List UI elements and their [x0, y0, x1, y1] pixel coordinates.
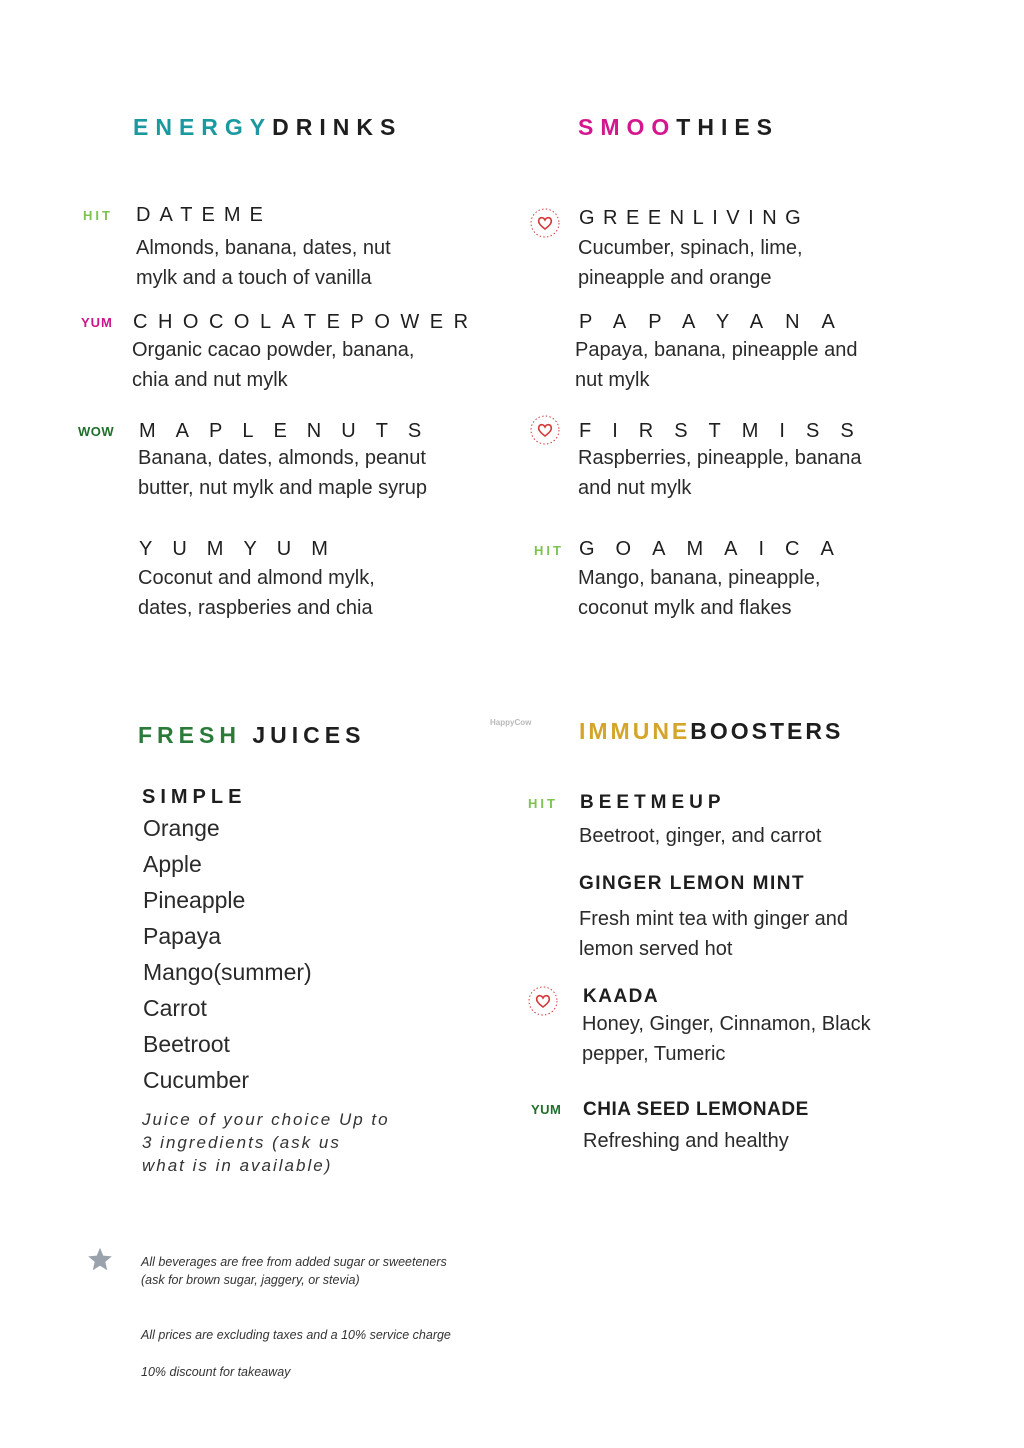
footer-line: (ask for brown sugar, jaggery, or stevia)	[141, 1273, 360, 1287]
drink-name-firstmiss: FIRSTMISS	[579, 420, 875, 442]
prices-note: All prices are excluding taxes and a 10% service charge	[141, 1328, 451, 1342]
drink-name-greenliving: GREENLIVING	[579, 207, 810, 229]
desc-line: pineapple and orange	[578, 267, 772, 289]
energy-title-part-b: DRINKS	[272, 114, 403, 140]
drink-name-goamaica: GOAMAICA	[579, 538, 855, 560]
wow-tag: WOW	[78, 424, 115, 439]
desc-line: Organic cacao powder, banana,	[132, 339, 415, 361]
drink-name-chocolatepower: CHOCOLATEPOWER	[133, 311, 479, 333]
desc-line: Cucumber, spinach, lime,	[578, 237, 803, 259]
list-item: Papaya	[143, 923, 222, 949]
desc-line: Fresh mint tea with ginger and	[579, 908, 849, 930]
desc-line: lemon served hot	[579, 938, 733, 960]
drink-description	[583, 1126, 789, 1156]
desc-line: pepper, Tumeric	[582, 1043, 726, 1065]
drink-description	[582, 1009, 871, 1069]
drink-description	[579, 821, 821, 851]
juices-subtitle: SIMPLE	[142, 786, 247, 808]
list-item: Mango(summer)	[143, 959, 312, 985]
desc-line: Banana, dates, almonds, peanut	[138, 447, 426, 469]
list-item: Pineapple	[143, 887, 246, 913]
energy-drinks-title	[133, 114, 402, 141]
juices-title-part-a: FRESH	[138, 722, 241, 748]
drink-description	[138, 443, 427, 503]
discount-note: 10% discount for takeaway	[141, 1365, 291, 1379]
desc-line: Coconut and almond mylk,	[138, 567, 375, 589]
desc-line: Refreshing and healthy	[583, 1130, 789, 1152]
heart-icon	[529, 414, 561, 446]
hit-tag: HIT	[534, 543, 564, 558]
drink-name-ginger-lemon-mint: GINGER LEMON MINT	[579, 873, 806, 894]
juices-title-part-b: JUICES	[252, 722, 366, 748]
note-line: Juice of your choice Up to	[142, 1110, 390, 1129]
juice-list	[143, 810, 312, 1098]
desc-line: Almonds, banana, dates, nut	[136, 237, 391, 259]
drink-name-chia-seed-lemonade: CHIA SEED LEMONADE	[583, 1099, 809, 1120]
desc-line: Honey, Ginger, Cinnamon, Black	[582, 1013, 871, 1035]
immune-title-part-a: IMMUNE	[579, 718, 691, 744]
immune-title-part-b: BOOSTERS	[690, 718, 844, 744]
list-item: Orange	[143, 815, 220, 841]
desc-line: nut mylk	[575, 369, 650, 391]
drink-name-yumyum: YUMYUM	[139, 538, 348, 560]
watermark: HappyCow	[490, 718, 532, 727]
drink-description	[578, 233, 803, 293]
drink-description	[579, 904, 848, 964]
drink-name-beetmeup: BEETMEUP	[580, 792, 726, 813]
drink-description	[575, 335, 857, 395]
footer-line: All beverages are free from added sugar or sweeteners	[141, 1255, 447, 1269]
desc-line: Raspberries, pineapple, banana	[578, 447, 862, 469]
desc-line: Papaya, banana, pineapple and	[575, 339, 858, 361]
smoothies-title-part-a: SMOO	[578, 114, 677, 140]
desc-line: chia and nut mylk	[132, 369, 288, 391]
smoothies-title	[578, 114, 779, 141]
drink-description	[578, 563, 820, 623]
desc-line: and nut mylk	[578, 477, 692, 499]
drink-description	[138, 563, 375, 623]
desc-line: butter, nut mylk and maple syrup	[138, 477, 428, 499]
desc-line: Beetroot, ginger, and carrot	[579, 825, 822, 847]
star-icon	[86, 1246, 114, 1273]
juice-note	[142, 1108, 390, 1177]
drink-name-papayana: PAPAYANA	[579, 311, 857, 333]
drink-description	[132, 335, 414, 395]
list-item: Beetroot	[143, 1031, 230, 1057]
drink-name-kaada: KAADA	[583, 986, 660, 1007]
heart-icon	[529, 207, 561, 239]
energy-title-part-a: ENERGY	[133, 114, 273, 140]
list-item: Cucumber	[143, 1067, 250, 1093]
immune-boosters-title	[579, 718, 843, 745]
drink-name-dateme: DATEME	[136, 204, 272, 226]
drink-name-maplenuts: MAPLENUTS	[139, 420, 442, 442]
list-item: Apple	[143, 851, 202, 877]
heart-icon	[527, 985, 559, 1017]
fresh-juices-title	[138, 722, 365, 749]
desc-line: Mango, banana, pineapple,	[578, 567, 821, 589]
desc-line: coconut mylk and flakes	[578, 597, 792, 619]
note-line: 3 ingredients (ask us	[142, 1133, 341, 1152]
list-item: Carrot	[143, 995, 207, 1021]
drink-description	[136, 233, 391, 293]
note-line: what is in available)	[142, 1156, 333, 1175]
desc-line: dates, raspberies and chia	[138, 597, 373, 619]
hit-tag: HIT	[528, 796, 558, 811]
hit-tag: HIT	[83, 208, 113, 223]
smoothies-title-part-b: THIES	[676, 114, 780, 140]
sugar-note	[141, 1253, 447, 1289]
yum-tag: YUM	[81, 315, 113, 330]
yum-tag: YUM	[531, 1102, 562, 1117]
drink-description	[578, 443, 862, 503]
desc-line: mylk and a touch of vanilla	[136, 267, 372, 289]
